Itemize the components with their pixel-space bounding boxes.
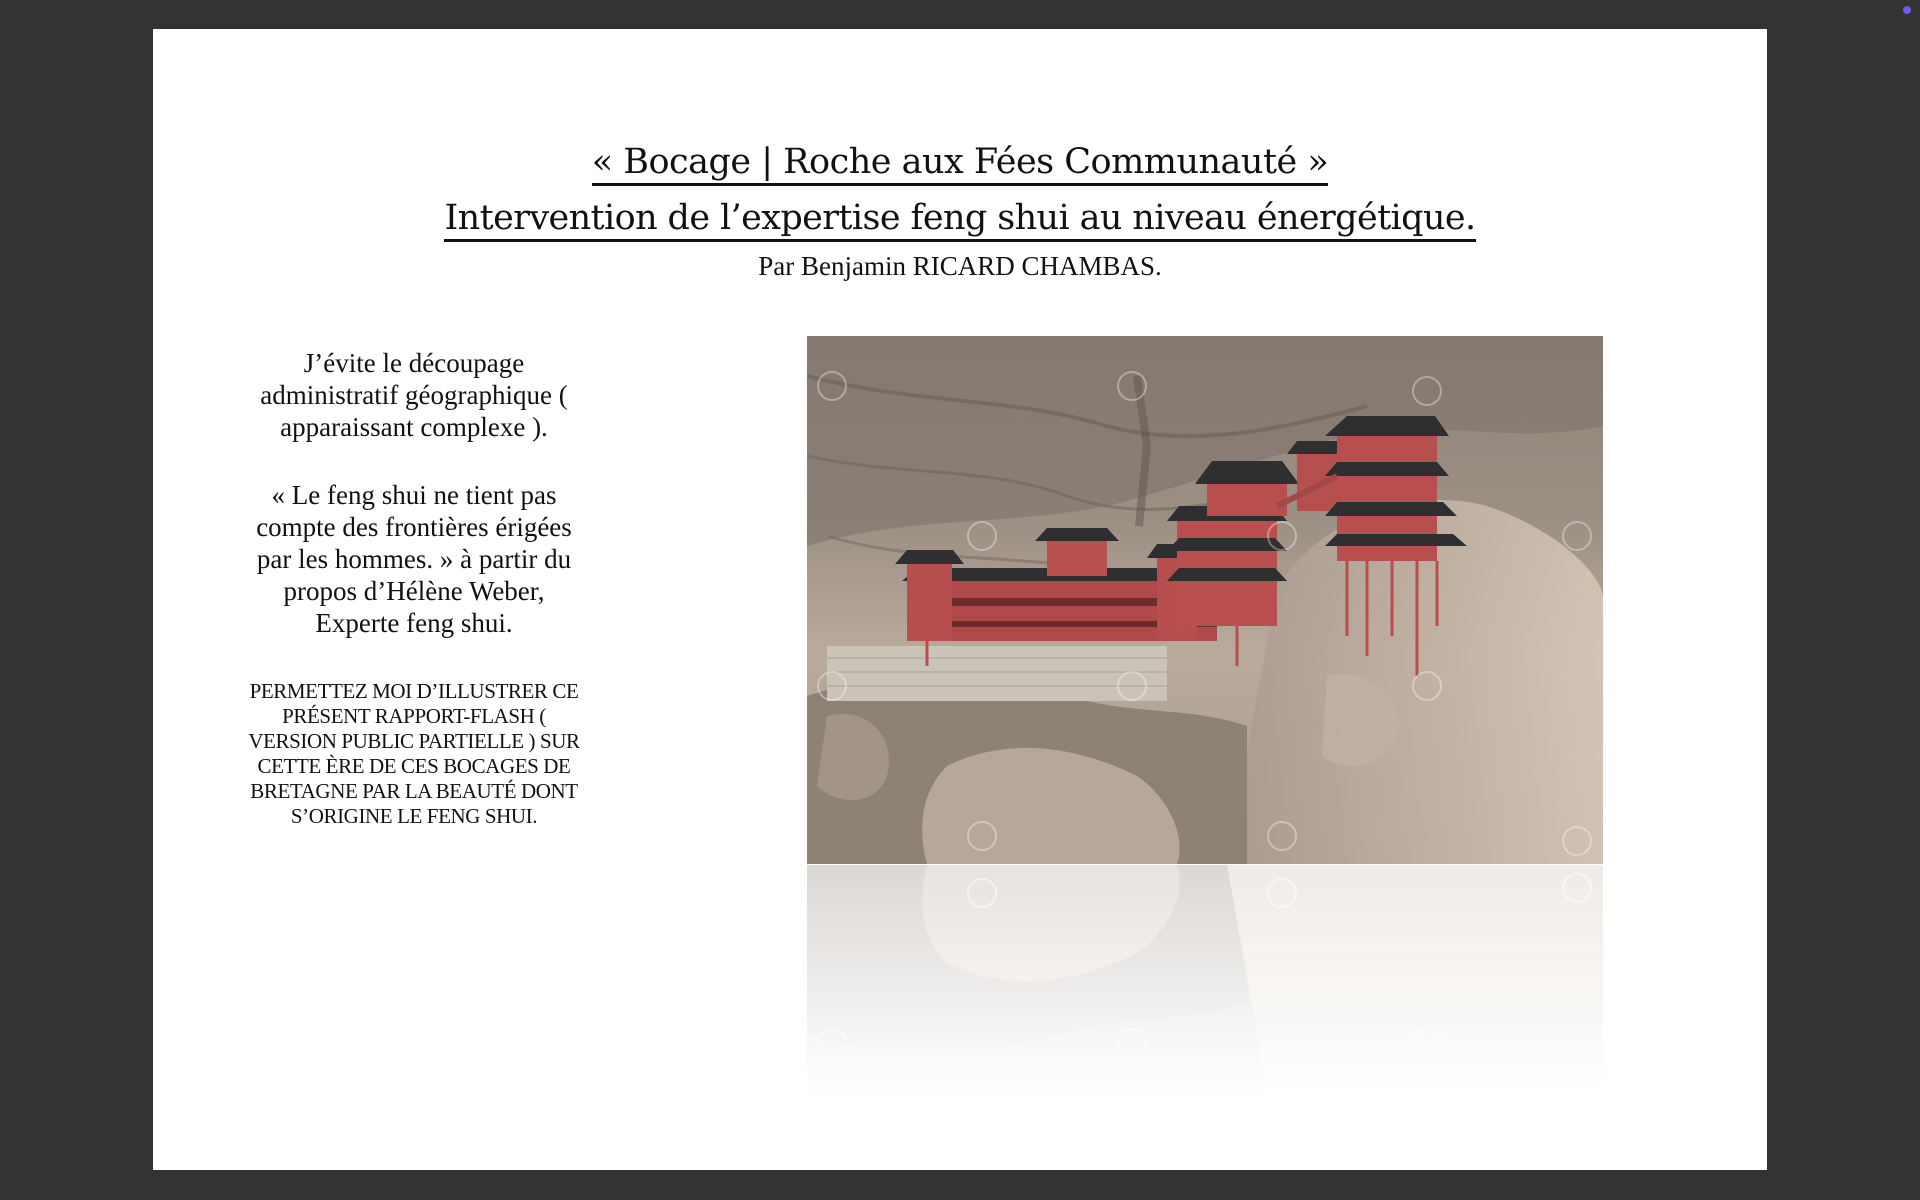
- title-line-1-text: « Bocage | Roche aux Fées Communauté »: [592, 144, 1329, 186]
- photo-reflection: [807, 865, 1603, 1095]
- author-line: Par Benjamin RICARD CHAMBAS.: [758, 251, 1162, 281]
- paragraph-illustration: PERMETTEZ MOI D’ILLUSTRER CE PRÉSENT RAPPORT-FLASH ( VERSION PUBLIC PARTIELLE ) SUR CETTE ÈRE DE CES BOCAGES DE BRETAGNE PAR LA BEAUTÉ DONT S’ORIGINE LE FENG SHUI.: [248, 679, 580, 828]
- title-line-1: [153, 142, 1767, 186]
- title-line-2-text: Intervention de l’expertise feng shui au niveau énergétique.: [444, 200, 1475, 242]
- paragraph-administrative: J’évite le découpage administratif géographique ( apparaissant complexe ).: [260, 348, 568, 442]
- status-indicator-dot: [1903, 6, 1911, 14]
- title-line-2: [153, 198, 1767, 242]
- document-page: [153, 29, 1767, 1170]
- paragraph-quote: « Le feng shui ne tient pas compte des frontières érigées par les hommes. » à partir du propos d’Hélène Weber, Experte feng shui.: [256, 480, 572, 638]
- hanging-temple-photo: [807, 336, 1603, 864]
